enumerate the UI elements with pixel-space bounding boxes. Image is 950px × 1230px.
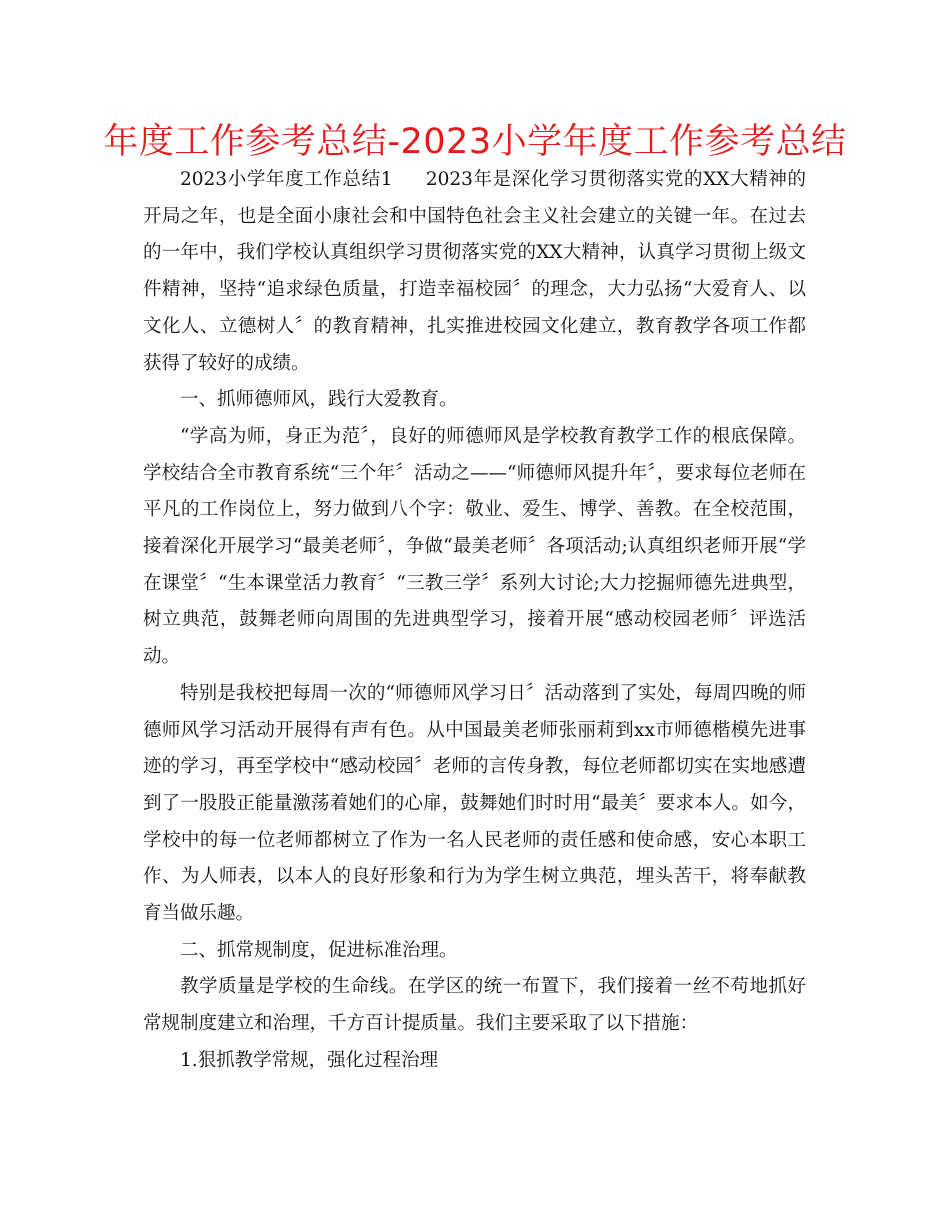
document-body bbox=[143, 162, 806, 1080]
section-heading-2: 二、抓常规制度，促进标准治理。 bbox=[180, 939, 458, 961]
paragraph-intro bbox=[143, 162, 806, 382]
document-title: 年度工作参考总结-2023小学年度工作参考总结 bbox=[103, 122, 847, 162]
intro-lead: 2023小学年度工作总结1 bbox=[180, 169, 393, 190]
sub-heading-1: 1.狠抓教学常规，强化过程治理 bbox=[180, 1049, 439, 1071]
intro-text: 2023年是深化学习贯彻落实党的XX大精神的开局之年，也是全面小康社会和中国特色社会主义社会建立的关键一年。在过去的一年中，我们学校认真组织学习贯彻落实党的XX大精神，认真学习贯彻上级文件精神，坚持“追求绿色质量，打造幸福校园〞的理念，大力弘扬“大爱育人、以文化人、立德树人〞的教育精神，扎实推进校园文化建立，教育教学各项工作都获得了较好的成绩。 bbox=[143, 169, 806, 374]
section-heading-1: 一、抓师德师风，践行大爱教育。 bbox=[180, 389, 458, 411]
paragraph: 教学质量是学校的生命线。在学区的统一布置下，我们接着一丝不苟地抓好常规制度建立和治理，千方百计提质量。我们主要采取了以下措施： bbox=[143, 976, 806, 1035]
paragraph: 特别是我校把每周一次的“师德师风学习日〞活动落到了实处，每周四晚的师德师风学习活动开展得有声有色。从中国最美老师张丽莉到xx市师德楷模先进事迹的学习，再至学校中“感动校园〞老师的言传身教，每位老师都切实在实地感遭到了一股股正能量激荡着她们的心扉，鼓舞她们时时用“最美〞要求本人。如今，学校中的每一位老师都树立了作为一名人民老师的责任感和使命感，安心本职工作、为人师表，以本人的良好形象和行为为学生树立典范，埋头苦干，将奉献教育当做乐趣。 bbox=[143, 682, 806, 925]
paragraph: “学高为师，身正为范〞，良好的师德师风是学校教育教学工作的根底保障。学校结合全市教育系统“三个年〞活动之——“师德师风提升年〞，要求每位老师在平凡的工作岗位上，努力做到八个字：敬业、爱生、博学、善教。在全校范围，接着深化开展学习“最美老师〞，争做“最美老师〞各项活动;认真组织老师开展“学在课堂〞“生本课堂活力教育〞“三教三学〞系列大讨论;大力挖掘师德先进典型，树立典范，鼓舞老师向周围的先进典型学习，接着开展“感动校园老师〞评选活动。 bbox=[143, 425, 806, 668]
